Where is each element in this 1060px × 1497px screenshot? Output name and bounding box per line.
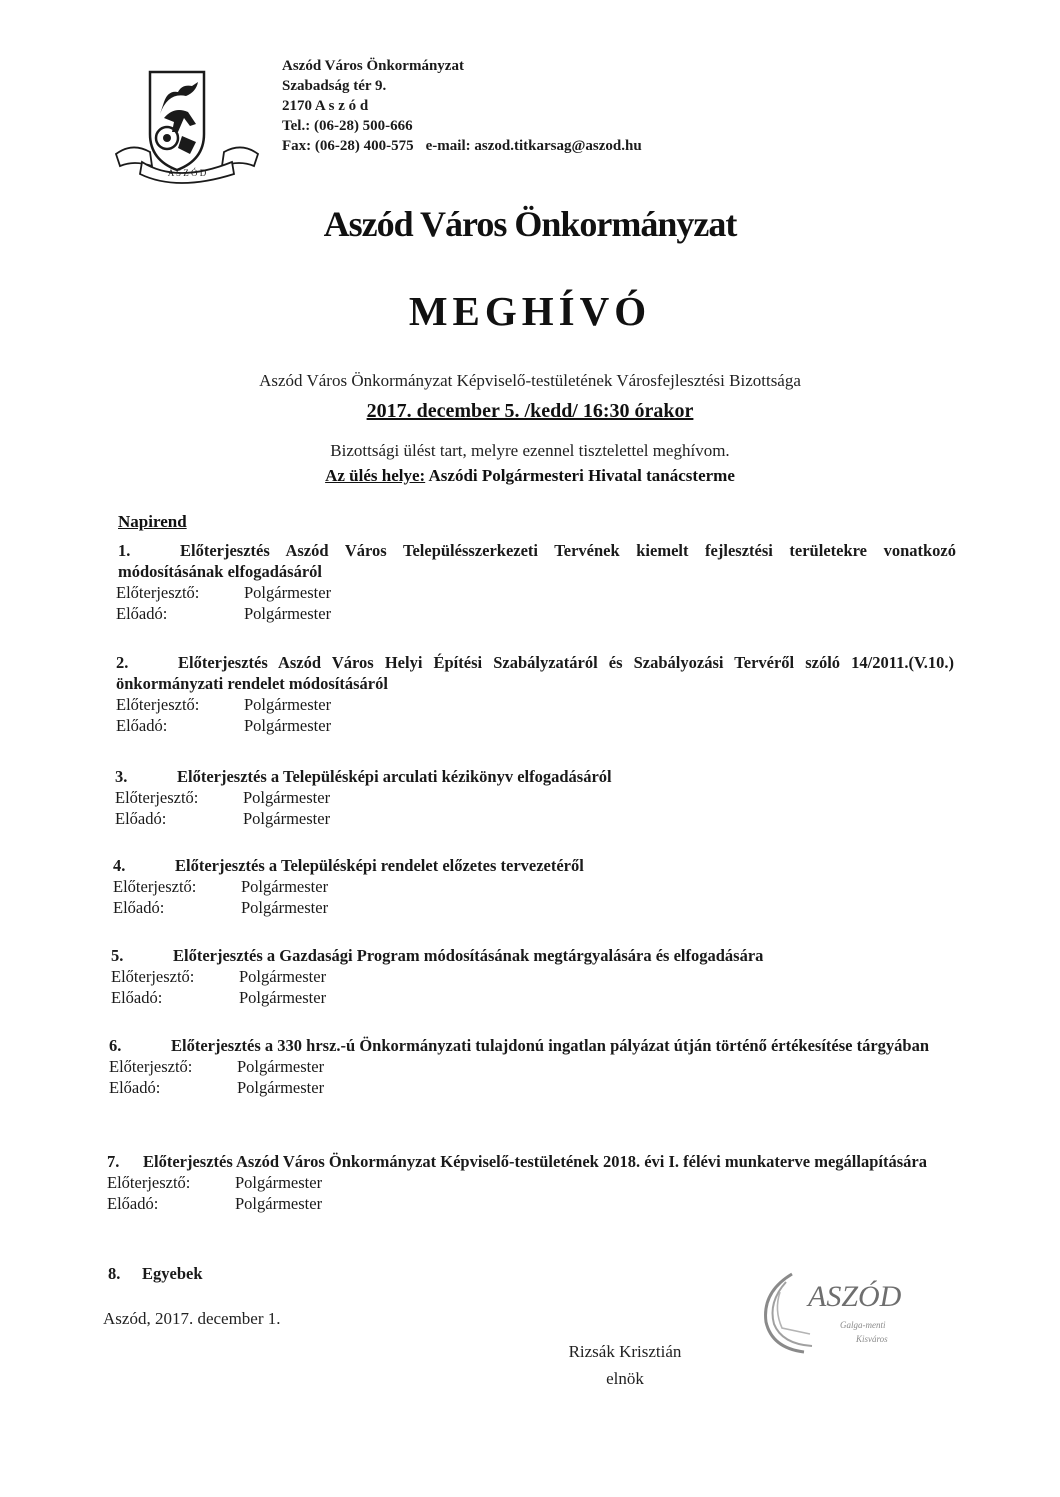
letterhead-phone: Tel.: (06-28) 500-666 <box>282 118 413 134</box>
speaker-value: Polgármester <box>235 1194 323 1213</box>
aszod-crest-icon <box>112 62 262 184</box>
aszod-stamp-logo <box>752 1262 930 1358</box>
location-value: Aszódi Polgármesteri Hivatal tanácsterme <box>428 466 735 485</box>
location-label: Az ülés helye: <box>325 466 426 485</box>
speaker-label: Előadó: <box>109 1078 161 1097</box>
agenda-item <box>109 1035 955 1098</box>
agenda-item <box>118 540 956 624</box>
invitation-text: Bizottsági ülést tart, melyre ezennel tisztelettel meghívom. <box>330 441 730 460</box>
agenda-item-title: 7. Előterjesztés Aszód Város Önkormányzat Képviselő-testületének 2018. évi I. félévi munkaterve megállapítására <box>107 1152 927 1171</box>
meeting-date: 2017. december 5. /kedd/ 16:30 órakor <box>366 400 694 422</box>
crest-banner-text: A S Z Ó D <box>167 168 207 178</box>
speaker-value: Polgármester <box>241 898 329 917</box>
agenda-item <box>116 652 954 736</box>
presenter-label: Előterjesztő: <box>116 695 200 714</box>
agenda-item-other <box>108 1264 203 1284</box>
org-title: Aszód Város Önkormányzat <box>323 204 737 244</box>
agenda-item-title: 1. Előterjesztés Aszód Város Településszerkezeti Tervének kiemelt fejlesztési területekre vonatkozó módosításának elfogadásáról <box>118 541 956 581</box>
speaker-label: Előadó: <box>116 716 168 735</box>
presenter-row <box>107 1172 955 1193</box>
meeting-location <box>0 466 1060 486</box>
signature-block <box>540 1338 710 1392</box>
letterhead <box>282 56 642 156</box>
agenda-item-title: 5. Előterjesztés a Gazdasági Program módosításának megtárgyalására és elfogadására <box>111 946 764 965</box>
presenter-row <box>116 694 954 715</box>
agenda-item-title: 6. Előterjesztés a 330 hrsz.-ú Önkormányzati tulajdonú ingatlan pályázat útján történő értékesítése tárgyában <box>109 1036 930 1055</box>
agenda-item <box>115 766 955 829</box>
stamp-subtitle-1: Galga-menti <box>840 1320 886 1330</box>
agenda-item-number: 4. <box>113 856 126 875</box>
presenter-value: Polgármester <box>244 583 332 602</box>
stamp-subtitle-2: Kisváros <box>856 1334 888 1344</box>
speaker-row <box>109 1077 955 1098</box>
letterhead-name: Aszód Város Önkormányzat <box>282 58 464 74</box>
presenter-row <box>113 876 953 897</box>
agenda-item-number: 5. <box>111 946 124 965</box>
speaker-label: Előadó: <box>113 898 165 917</box>
document-title: MEGHÍVÓ <box>408 288 652 334</box>
presenter-label: Előterjesztő: <box>107 1173 191 1192</box>
agenda-item-number: 8. <box>108 1264 121 1283</box>
speaker-row <box>115 808 955 829</box>
speaker-label: Előadó: <box>115 809 167 828</box>
presenter-value: Polgármester <box>235 1173 323 1192</box>
presenter-row <box>111 966 951 987</box>
place-and-date: Aszód, 2017. december 1. <box>103 1309 281 1328</box>
presenter-value: Polgármester <box>244 695 332 714</box>
agenda-item-number: 3. <box>115 767 128 786</box>
speaker-row <box>111 987 951 1008</box>
presenter-value: Polgármester <box>239 967 327 986</box>
agenda-heading: Napirend <box>118 512 187 531</box>
agenda-item <box>113 855 953 918</box>
agenda-item-number: 2. <box>116 653 129 672</box>
signer-name: Rizsák Krisztián <box>568 1342 682 1361</box>
agenda-item-title: 4. Előterjesztés a Településképi rendelet előzetes tervezetéről <box>113 856 584 875</box>
speaker-value: Polgármester <box>244 604 332 623</box>
agenda-item <box>107 1151 955 1214</box>
speaker-label: Előadó: <box>111 988 163 1007</box>
agenda-item-number: 6. <box>109 1036 122 1055</box>
speaker-value: Polgármester <box>243 809 331 828</box>
agenda-item-title: Egyebek <box>142 1264 203 1283</box>
committee-name: Aszód Város Önkormányzat Képviselő-testületének Városfejlesztési Bizottsága <box>259 371 801 390</box>
presenter-label: Előterjesztő: <box>115 788 199 807</box>
presenter-row <box>116 582 956 603</box>
agenda-item-title: 2. Előterjesztés Aszód Város Helyi Építési Szabályzatáról és Szabályozási Tervéről szóló 14/2011.(V.10.) önkormányzati rendelet módosításáról <box>116 653 954 693</box>
speaker-row <box>116 603 956 624</box>
speaker-row <box>116 715 954 736</box>
signer-role: elnök <box>606 1369 644 1388</box>
presenter-label: Előterjesztő: <box>111 967 195 986</box>
agenda-item <box>111 945 951 1008</box>
presenter-label: Előterjesztő: <box>109 1057 193 1076</box>
letterhead-address: Szabadság tér 9. <box>282 78 387 94</box>
presenter-value: Polgármester <box>241 877 329 896</box>
stamp-text: ASZÓD <box>808 1280 902 1313</box>
letterhead-email: e-mail: aszod.titkarsag@aszod.hu <box>425 138 642 154</box>
agenda-item-title: 3. Előterjesztés a Településképi arculati kézikönyv elfogadásáról <box>115 767 612 786</box>
agenda-item-number: 7. <box>107 1152 120 1171</box>
speaker-value: Polgármester <box>244 716 332 735</box>
presenter-value: Polgármester <box>237 1057 325 1076</box>
speaker-row <box>113 897 953 918</box>
presenter-row <box>115 787 955 808</box>
presenter-label: Előterjesztő: <box>116 583 200 602</box>
presenter-row <box>109 1056 955 1077</box>
speaker-label: Előadó: <box>116 604 168 623</box>
letterhead-fax-row <box>282 136 642 156</box>
letterhead-fax: Fax: (06-28) 400-575 <box>282 138 414 154</box>
speaker-value: Polgármester <box>239 988 327 1007</box>
speaker-row <box>107 1193 955 1214</box>
presenter-label: Előterjesztő: <box>113 877 197 896</box>
letterhead-city: 2170 A s z ó d <box>282 98 369 114</box>
agenda-item-number: 1. <box>118 541 131 560</box>
presenter-value: Polgármester <box>243 788 331 807</box>
speaker-value: Polgármester <box>237 1078 325 1097</box>
speaker-label: Előadó: <box>107 1194 159 1213</box>
